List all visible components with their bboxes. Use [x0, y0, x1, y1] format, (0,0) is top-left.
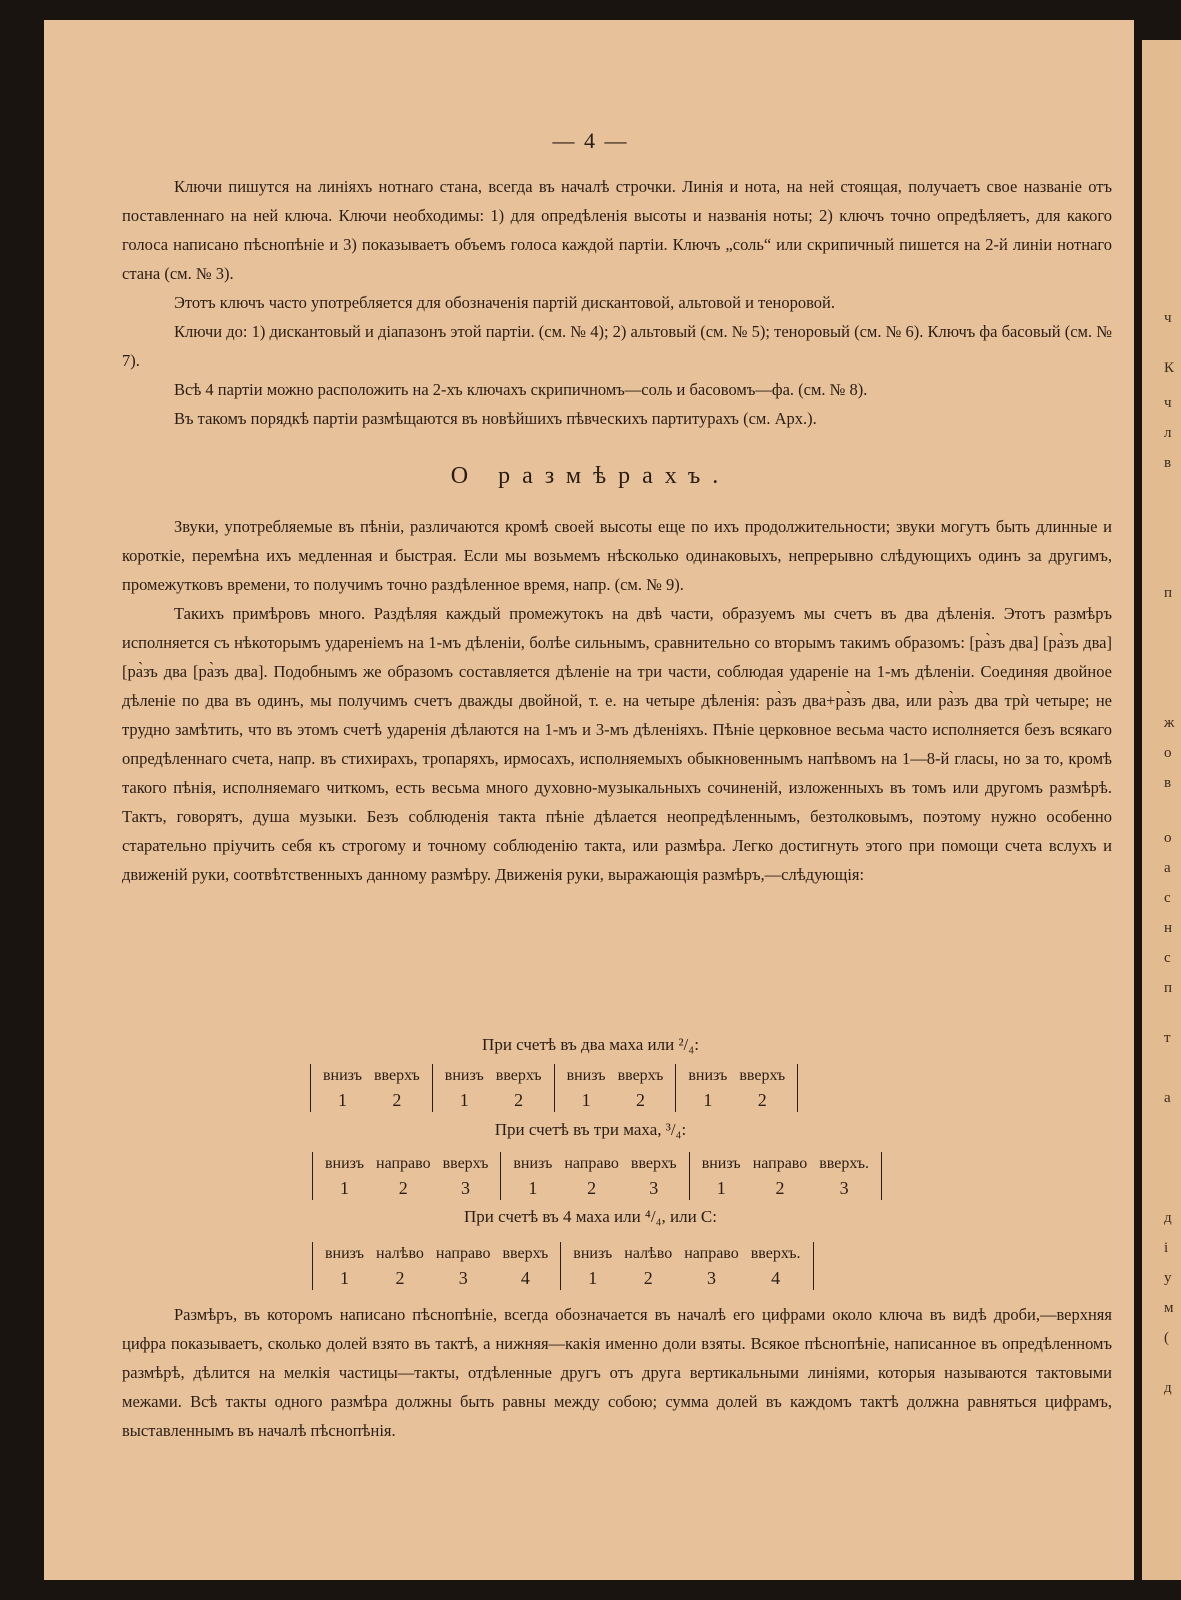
- paragraph: Такихъ примѣровъ много. Раздѣляя каждый промежутокъ на двѣ части, образуемъ мы счетъ въ два дѣленія. Этотъ размѣръ исполняется съ нѣкоторымъ удареніемъ на 1-мъ дѣленіи, болѣе сильнымъ, сравнительно со вторымъ такимъ образомъ: [ра̀зъ два] [ра̀зъ два] [ра̀зъ два [ра̀зъ два]. Подобнымъ же образомъ составляется дѣленіе на три части, соблюдая удареніе на 1-мъ дѣленіи. Соединяя двойное дѣленіе по два въ одинъ, мы получимъ счетъ дважды двойной, т. е. на четыре дѣленія: ра̀зъ два+ра̀зъ два, или ра̀зъ два трѝ четыре; не трудно замѣтить, что въ этомъ счетѣ ударенія дѣлаются на 1-мъ и 3-мъ дѣленіяхъ. Пѣніе церковное весьма часто исполняется безъ всякаго опредѣленнаго счета, напр. въ стихирахъ, тропаряхъ, ирмосахъ, исполняемыхъ обыкновеннымъ напѣвомъ на 1—8-й гласы, но за то, кромѣ такого пѣнія, исполняемаго читкомъ, есть весьма много духовно-музыкальныхъ сочиненій, изложенныхъ въ томъ или другомъ размѣрѣ. Тактъ, говорятъ, душа музыки. Безъ соблюденія такта пѣніе дѣлается неопредѣленнымъ, безтолковымъ, поэтому нужно особенно старательно пріучить себя къ строгому и точному соблюденію такта, или размѣра. Легко достигнуть этого при помощи счета вслухъ и движеній руки, соотвѣтственныхъ данному размѣру. Движенія руки, выражающія размѣръ,—слѣдующія:: [122, 604, 1112, 884]
- margin-letter: т: [1164, 1030, 1171, 1046]
- paragraph: Ключи пишутся на линіяхъ нотнаго стана, всегда въ началѣ строчки. Линія и нота, на ней стоящая, получаетъ свое названіе отъ поставленнаго на ней ключа. Ключи необходимы: 1) для опредѣленія высоты и названія ноты; 2) ключъ точно опредѣляетъ, для какого голоса написано пѣснопѣніе и 3) показываетъ объемъ голоса каждой партіи. Ключъ „соль“ или скрипичный пишется на 2-й линіи нотнаго стана (см. № 3).: [122, 177, 1112, 283]
- beat: вверхъ 3: [630, 1155, 677, 1198]
- paragraph: Звуки, употребляемые въ пѣніи, различаются кромѣ своей высоты еще по ихъ продолжительности; звуки могутъ быть длинные и короткіе, перемѣна ихъ медленная и быстрая. Если мы возьмемъ нѣсколько одинаковыхъ, непрерывно слѣдующихъ одинъ за другимъ, промежутковъ времени, то получимъ точно раздѣленное время, напр. (см. № 9).: [122, 517, 1112, 594]
- page-number: — 4 —: [552, 128, 629, 153]
- caption-two-beat: При счетѣ въ два маха или ²/₄:: [482, 1035, 699, 1054]
- bar: [432, 1064, 554, 1112]
- bar: [312, 1152, 500, 1200]
- beat: вверхъ. 4: [750, 1245, 801, 1288]
- beat: внизъ 1: [573, 1245, 613, 1288]
- beat: направо 2: [376, 1155, 431, 1198]
- margin-letter: н: [1164, 920, 1173, 936]
- beat: вверхъ. 3: [819, 1155, 870, 1198]
- beat: вверхъ 4: [502, 1245, 549, 1288]
- beat: налѣво 2: [624, 1245, 673, 1288]
- beat: вверхъ 2: [374, 1067, 420, 1110]
- beat: внизъ 1: [513, 1155, 553, 1198]
- beat: направо 3: [435, 1245, 491, 1288]
- intro-section: [122, 172, 1112, 433]
- margin-letter: в: [1164, 455, 1172, 471]
- beat: вверхъ 2: [495, 1067, 542, 1110]
- margin-letter: ж: [1164, 715, 1175, 731]
- beat: внизъ 1: [325, 1155, 364, 1198]
- paragraph: Всѣ 4 партіи можно расположить на 2-хъ ключахъ скрипичномъ—соль и басовомъ—фа. (см. № 8).: [174, 380, 868, 399]
- paragraph: Этотъ ключъ часто употребляется для обозначенія партій дискантовой, альтовой и теноровой.: [174, 293, 836, 312]
- margin-letter: п: [1164, 980, 1173, 996]
- paragraph: Ключи до: 1) дискантовый и діапазонъ этой партіи. (см. № 4); 2) альтовый (см. № 5); теноровый (см. № 6). Ключъ фа басовый (см. № 7).: [122, 322, 1112, 370]
- bar: [310, 1064, 432, 1112]
- margin-letter: в: [1164, 775, 1172, 791]
- margin-letter: а: [1164, 860, 1171, 876]
- margin-letter: (: [1164, 1330, 1169, 1346]
- two-beat-scheme: [310, 1064, 798, 1112]
- margin-letter: у: [1164, 1270, 1172, 1286]
- section-heading: О размѣрахъ.: [450, 463, 731, 489]
- bar: [500, 1152, 688, 1200]
- margin-letter: д: [1164, 1380, 1172, 1396]
- four-beat-scheme: [312, 1242, 814, 1290]
- beat: направо 2: [564, 1155, 619, 1198]
- bar: [312, 1242, 560, 1290]
- margin-letter: с: [1164, 890, 1171, 906]
- margin-letter: ч: [1164, 310, 1172, 326]
- margin-letter: м: [1164, 1300, 1174, 1316]
- beat: внизъ 1: [688, 1067, 728, 1110]
- beat: вверхъ 2: [617, 1067, 664, 1110]
- beat: вверхъ 3: [442, 1155, 489, 1198]
- beat: вверхъ 2: [739, 1067, 786, 1110]
- beat: направо 2: [752, 1155, 808, 1198]
- body-section: [122, 512, 1112, 889]
- margin-letter: о: [1164, 830, 1172, 846]
- adjacent-page-edge: [1142, 40, 1181, 1580]
- beat: внизъ 1: [325, 1245, 364, 1288]
- three-beat-scheme: [312, 1152, 882, 1200]
- bar: [560, 1242, 813, 1290]
- margin-letter: ч: [1164, 395, 1172, 411]
- margin-letter: К: [1164, 360, 1175, 376]
- margin-letter: і: [1164, 1240, 1169, 1256]
- margin-letter: д: [1164, 1210, 1172, 1226]
- caption-three-beat: При счетѣ въ три маха, ³/₄:: [494, 1120, 687, 1139]
- bar: [554, 1064, 676, 1112]
- beat: направо 3: [684, 1245, 739, 1288]
- paragraph: Размѣръ, въ которомъ написано пѣснопѣніе, всегда обозначается въ началѣ его цифрами около ключа въ видѣ дроби,—верхняя цифра показываетъ, сколько долей взято въ тактѣ, а нижняя—какія именно доли взяты. Всякое пѣснопѣніе, написанное въ опредѣленномъ размѣрѣ, дѣлится на мелкія частицы—такты, отдѣленные другъ отъ друга вертикальными линіями, которыя называются тактовыми межами. Всѣ такты одного размѣра должны быть равны между собою; сумма долей въ каждомъ тактѣ должна равняться цифрамъ, выставленнымъ въ началѣ пѣснопѣнія.: [122, 1305, 1112, 1440]
- beat: внизъ 1: [566, 1067, 606, 1110]
- margin-letter: л: [1164, 425, 1172, 441]
- closing-section: [122, 1300, 1112, 1445]
- beat: внизъ 1: [701, 1155, 741, 1198]
- paragraph: Въ такомъ порядкѣ партіи размѣщаются въ новѣйшихъ пѣвческихъ партитурахъ (см. Арх.).: [174, 409, 817, 428]
- margin-letter: п: [1164, 585, 1173, 601]
- beat: налѣво 2: [376, 1245, 424, 1288]
- beat: внизъ 1: [444, 1067, 484, 1110]
- bar: [689, 1152, 882, 1200]
- margin-letter: а: [1164, 1090, 1171, 1106]
- beat: внизъ 1: [323, 1067, 362, 1110]
- caption-four-beat: При счетѣ въ 4 маха или ⁴/₄, или С:: [464, 1207, 717, 1226]
- margin-letter: с: [1164, 950, 1171, 966]
- margin-letter: о: [1164, 745, 1172, 761]
- bar: [675, 1064, 798, 1112]
